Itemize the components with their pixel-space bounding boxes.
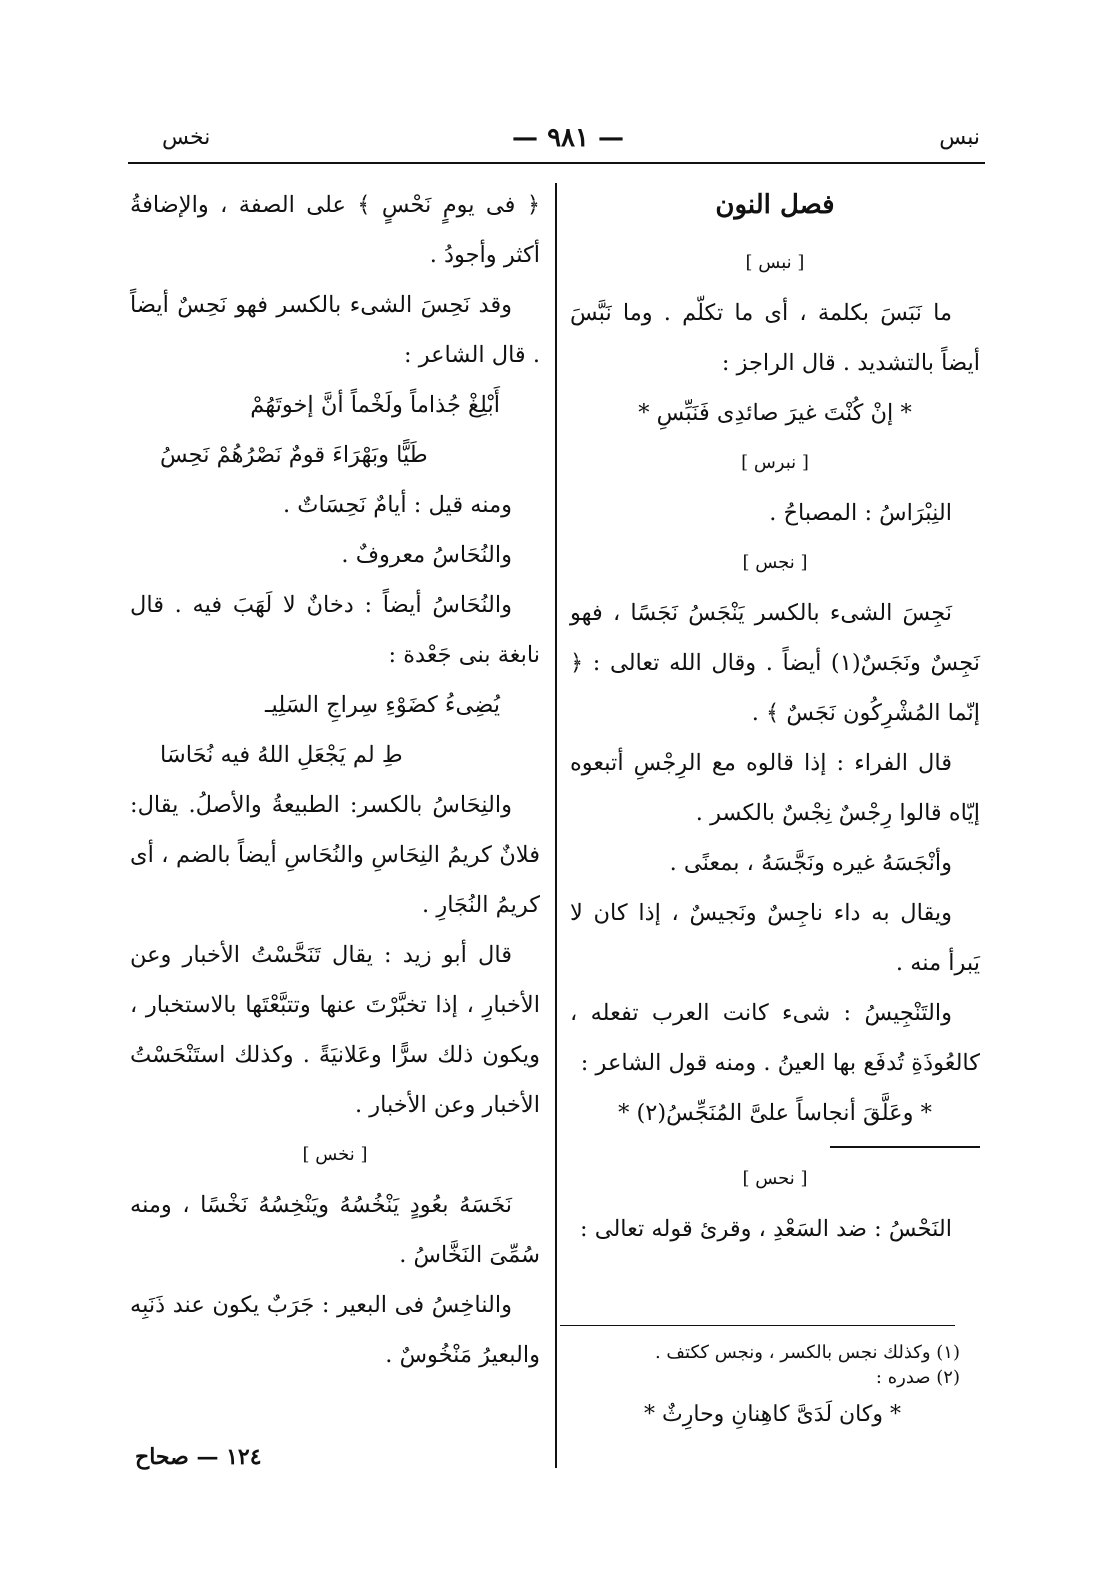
entry-head-nahas: [ نحس ] (742, 1168, 808, 1189)
entry-head-najas: [ نجس ] (742, 552, 808, 573)
section-title: فصل النون (715, 190, 835, 220)
entry-head-nabras: [ نبرس ] (741, 452, 809, 473)
footnote-verse: * وكان لَدَىَّ كاهِنانِ وحارِثٌ * (644, 1402, 901, 1427)
entry-text: النَحْسُ : ضد السَعْدِ ، وقرئ قوله تعالى : (579, 1216, 952, 1242)
footnote-separator (830, 1146, 980, 1148)
verse-line: * وعَلَّقَ أنجاساً علىَّ المُنَجِّسُ(٢) * (618, 1100, 932, 1126)
header-rule (128, 162, 985, 164)
entry-text: ومنه قيل : أيامٌ نَحِسَاتٌ . (282, 492, 512, 518)
entry-text: النِبْرَاسُ : المصباحُ . (769, 500, 952, 526)
entry-head-nabs: [ نبس ] (745, 252, 805, 273)
page-number: — ٩٨١ — (512, 123, 625, 153)
verse-line: * إنْ كُنْتَ غيرَ صائدِى فَنَبِّسِ * (638, 400, 912, 426)
entry-text: نَجِسَ الشىء بالكسر يَنْجَسُ نَجَسًا ، فهو نَجِسٌ ونَجَسٌ(١) أيضاً . وقال الله تعالى : ﴿ إنّما المُشْرِكُون نَجَسٌ ﴾ . (570, 600, 980, 726)
entry-text: والنُحَاسُ أيضاً : دخانٌ لا لَهَبَ فيه . قال نابغة بنى جَعْدة : (130, 592, 540, 668)
entry-text: نَخَسَهُ بعُودٍ يَنْخُسُهُ ويَنْخِسُهُ نَخْسًا ، ومنه سُمِّىَ النَخَّاسُ . (130, 1192, 540, 1268)
entry-text: والتَنْجِيسُ : شىء كانت العرب تفعله ، كالعُوذَةِ تُدفَع بها العينُ . ومنه قول الشاعر : (570, 1000, 980, 1076)
footnote-2: (٢) صدره : (875, 1367, 960, 1388)
footnote-1: (١) وكذلك نجس بالكسر ، ونجس ككتف . (654, 1342, 960, 1363)
entry-head-nakhas: [ نخس ] (302, 1144, 368, 1165)
verse-hemistich-2: طَيًّا وبَهْرَاءَ قومٌ نَصْرُهُمْ نَحِسُ (160, 442, 428, 468)
entry-text: قال الفراء : إذا قالوه مع الرِجْسِ أتبعوه إيّاه قالوا رِجْسٌ نِجْسٌ بالكسر . (570, 750, 980, 826)
entry-text: والناخِسُ فى البعير : جَرَبٌ يكون عند ذَنَبِه والبعيرُ مَنْخُوسٌ . (130, 1292, 540, 1368)
verse-hemistich-1: أَبْلِغْ جُذاماً ولَخْماً أنَّ إخوتَهُمْ (250, 392, 500, 418)
entry-text: وأنْجَسَهُ غيره ونَجَّسَهُ ، بمعنًى . (669, 850, 952, 876)
left-column (130, 180, 540, 1380)
column-divider (555, 183, 557, 1468)
verse-hemistich-2: طِ لم يَجْعَلِ اللهُ فيه نُحَاسَا (160, 742, 403, 768)
entry-text: ويقال به داء ناجِسٌ ونَجيسٌ ، إذا كان لا يَبرأ منه . (570, 900, 980, 976)
entry-text: ما نَبَسَ بكلمة ، أى ما تكلّم . وما نَبَّسَ أيضاً بالتشديد . قال الراجز : (570, 300, 980, 376)
running-head-right: نبس (939, 125, 980, 150)
right-column (570, 180, 980, 1254)
entry-text: وقد نَحِسَ الشىء بالكسر فهو نَحِسٌ أيضاً . قال الشاعر : (130, 292, 540, 368)
signature-mark: ١٢٤ — صحاح (135, 1444, 262, 1470)
verse-hemistich-1: يُضِىءُ كضَوْءِ سِراجِ السَلِيـ (264, 692, 500, 718)
running-head-left: نخس (162, 125, 211, 150)
entry-text: قال أبو زيد : يقال تَنَحَّسْتُ الأخبار وعن الأخبارِ ، إذا تخبَّرْتَ عنها وتتبَّعْتَها بالاستخبار ، ويكون ذلك سرًّا وعَلانيَةً . وكذلك استَنْحَسْتُ الأخبار وعن الأخبار . (130, 942, 540, 1118)
footnotes (585, 1340, 960, 1430)
footnote-rule (560, 1325, 955, 1326)
entry-text: ﴿ فى يومٍ نَحْسٍ ﴾ على الصفة ، والإضافةُ أكثر وأجودُ . (130, 192, 540, 268)
entry-text: والنُحَاسُ معروفٌ . (341, 542, 512, 568)
entry-text: والنِحَاسُ بالكسر: الطبيعةُ والأصلُ. يقال: فلانٌ كريمُ النِحَاسِ والنُحَاسِ أيضاً بالضم ، أى كريمُ النُجَارِ . (130, 792, 540, 918)
